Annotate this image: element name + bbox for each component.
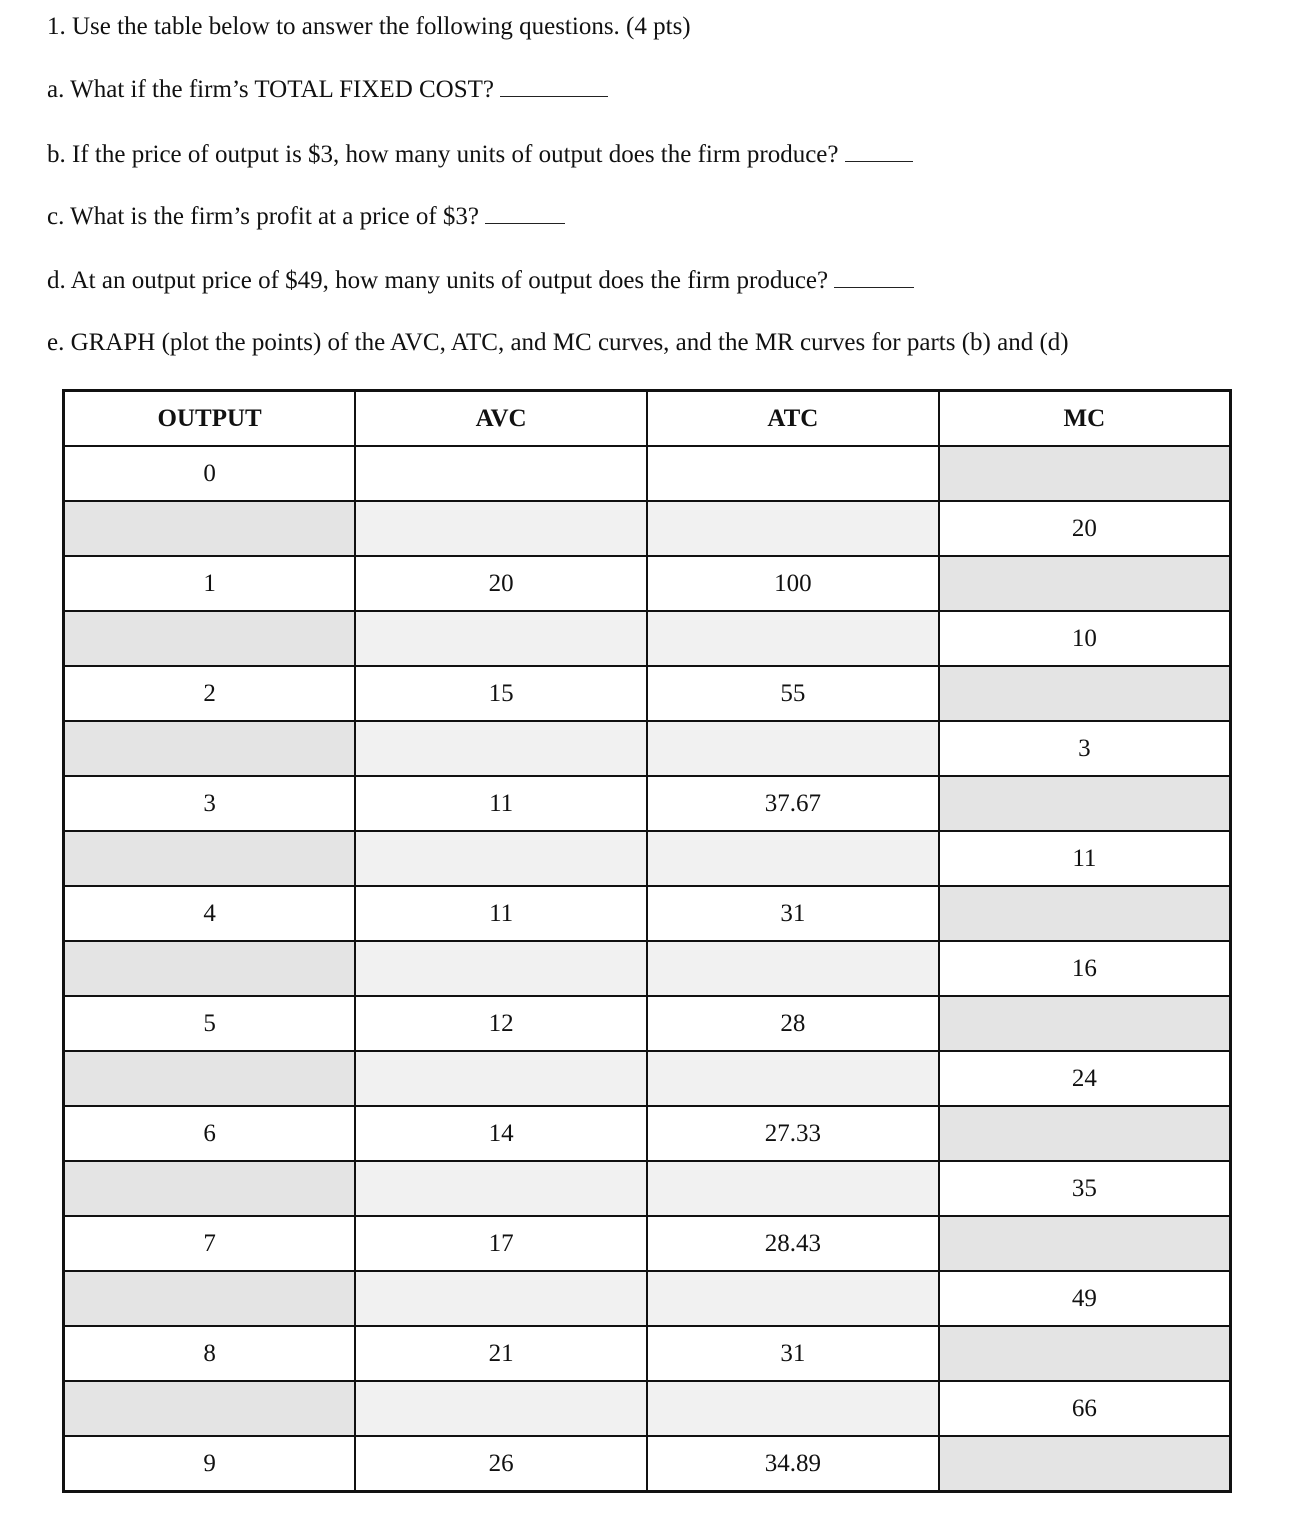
- mc-shaded-cell: [939, 996, 1231, 1051]
- avc-shaded-cell: [355, 831, 647, 886]
- output-shaded-cell: [64, 831, 356, 886]
- atc-cell: 34.89: [647, 1436, 939, 1492]
- question-b: [47, 139, 913, 170]
- atc-cell: 100: [647, 556, 939, 611]
- table-row: [64, 1216, 1231, 1271]
- table-row: [64, 721, 1231, 776]
- mc-cell: 11: [939, 831, 1231, 886]
- output-shaded-cell: [64, 1271, 356, 1326]
- atc-cell: 28.43: [647, 1216, 939, 1271]
- table-header-row: [64, 391, 1231, 447]
- mc-cell: 16: [939, 941, 1231, 996]
- output-cell: 1: [64, 556, 356, 611]
- output-cell: 7: [64, 1216, 356, 1271]
- mc-shaded-cell: [939, 1326, 1231, 1381]
- atc-cell: 31: [647, 1326, 939, 1381]
- avc-shaded-cell: [355, 941, 647, 996]
- output-shaded-cell: [64, 1051, 356, 1106]
- header-mc: MC: [939, 391, 1231, 447]
- output-shaded-cell: [64, 941, 356, 996]
- mc-cell: 10: [939, 611, 1231, 666]
- question-c-text: c. What is the firm’s profit at a price of $3?: [47, 203, 480, 230]
- table-row: [64, 611, 1231, 666]
- question-a: [47, 74, 608, 105]
- output-cell: 6: [64, 1106, 356, 1161]
- mc-shaded-cell: [939, 1436, 1231, 1492]
- mc-cell: 49: [939, 1271, 1231, 1326]
- avc-shaded-cell: [355, 1051, 647, 1106]
- question-d: [47, 265, 914, 296]
- table-row: [64, 1051, 1231, 1106]
- output-shaded-cell: [64, 611, 356, 666]
- avc-cell: 14: [355, 1106, 647, 1161]
- atc-shaded-cell: [647, 611, 939, 666]
- avc-cell: 26: [355, 1436, 647, 1492]
- output-shaded-cell: [64, 1381, 356, 1436]
- avc-shaded-cell: [355, 721, 647, 776]
- output-shaded-cell: [64, 721, 356, 776]
- output-cell: 8: [64, 1326, 356, 1381]
- avc-cell: 11: [355, 886, 647, 941]
- table-row: [64, 996, 1231, 1051]
- table-row: [64, 446, 1231, 501]
- avc-shaded-cell: [355, 1271, 647, 1326]
- atc-shaded-cell: [647, 1051, 939, 1106]
- output-shaded-cell: [64, 501, 356, 556]
- mc-shaded-cell: [939, 1216, 1231, 1271]
- avc-cell: 12: [355, 996, 647, 1051]
- table-row: [64, 886, 1231, 941]
- mc-cell: 35: [939, 1161, 1231, 1216]
- mc-shaded-cell: [939, 776, 1231, 831]
- question-d-text: d. At an output price of $49, how many units of output does the firm produce?: [47, 267, 829, 294]
- atc-shaded-cell: [647, 721, 939, 776]
- mc-cell: 24: [939, 1051, 1231, 1106]
- table-row: [64, 556, 1231, 611]
- output-cell: 9: [64, 1436, 356, 1492]
- output-cell: 3: [64, 776, 356, 831]
- mc-shaded-cell: [939, 886, 1231, 941]
- answer-blank-a[interactable]: [500, 74, 608, 97]
- atc-shaded-cell: [647, 501, 939, 556]
- atc-cell: 27.33: [647, 1106, 939, 1161]
- avc-cell: 21: [355, 1326, 647, 1381]
- header-output: OUTPUT: [64, 391, 356, 447]
- avc-shaded-cell: [355, 1161, 647, 1216]
- output-shaded-cell: [64, 1161, 356, 1216]
- avc-cell: 11: [355, 776, 647, 831]
- avc-cell: [355, 446, 647, 501]
- atc-cell: 28: [647, 996, 939, 1051]
- table-row: [64, 831, 1231, 886]
- header-avc: AVC: [355, 391, 647, 447]
- table-row: [64, 776, 1231, 831]
- avc-shaded-cell: [355, 1381, 647, 1436]
- table-row: [64, 1161, 1231, 1216]
- atc-cell: 31: [647, 886, 939, 941]
- cost-table: [62, 389, 1232, 1493]
- avc-cell: 20: [355, 556, 647, 611]
- output-cell: 2: [64, 666, 356, 721]
- table-row: [64, 501, 1231, 556]
- question-c: [47, 201, 565, 232]
- atc-shaded-cell: [647, 831, 939, 886]
- avc-shaded-cell: [355, 611, 647, 666]
- avc-cell: 17: [355, 1216, 647, 1271]
- mc-shaded-cell: [939, 1106, 1231, 1161]
- atc-cell: 37.67: [647, 776, 939, 831]
- question-e: e. GRAPH (plot the points) of the AVC, ATC, and MC curves, and the MR curves for parts (b) and (d): [47, 329, 1069, 356]
- mc-shaded-cell: [939, 556, 1231, 611]
- table-row: [64, 1271, 1231, 1326]
- question-title: 1. Use the table below to answer the following questions. (4 pts): [47, 13, 691, 40]
- question-b-text: b. If the price of output is $3, how many units of output does the firm produce?: [47, 141, 839, 168]
- output-cell: 4: [64, 886, 356, 941]
- mc-cell: 66: [939, 1381, 1231, 1436]
- mc-shaded-cell: [939, 666, 1231, 721]
- table-row: [64, 1106, 1231, 1161]
- avc-cell: 15: [355, 666, 647, 721]
- table-row: [64, 1381, 1231, 1436]
- mc-cell: 3: [939, 721, 1231, 776]
- mc-shaded-cell: [939, 446, 1231, 501]
- table-row: [64, 1326, 1231, 1381]
- table-body: [64, 446, 1231, 1492]
- output-cell: 5: [64, 996, 356, 1051]
- atc-shaded-cell: [647, 1381, 939, 1436]
- question-a-text: a. What if the firm’s TOTAL FIXED COST?: [47, 76, 495, 103]
- mc-cell: 20: [939, 501, 1231, 556]
- atc-shaded-cell: [647, 1161, 939, 1216]
- answer-blank-d[interactable]: [834, 265, 914, 288]
- atc-cell: 55: [647, 666, 939, 721]
- table-row: [64, 941, 1231, 996]
- atc-cell: [647, 446, 939, 501]
- table-row: [64, 1436, 1231, 1492]
- answer-blank-b[interactable]: [845, 139, 913, 162]
- atc-shaded-cell: [647, 1271, 939, 1326]
- output-cell: 0: [64, 446, 356, 501]
- answer-blank-c[interactable]: [485, 201, 565, 224]
- atc-shaded-cell: [647, 941, 939, 996]
- table-row: [64, 666, 1231, 721]
- header-atc: ATC: [647, 391, 939, 447]
- avc-shaded-cell: [355, 501, 647, 556]
